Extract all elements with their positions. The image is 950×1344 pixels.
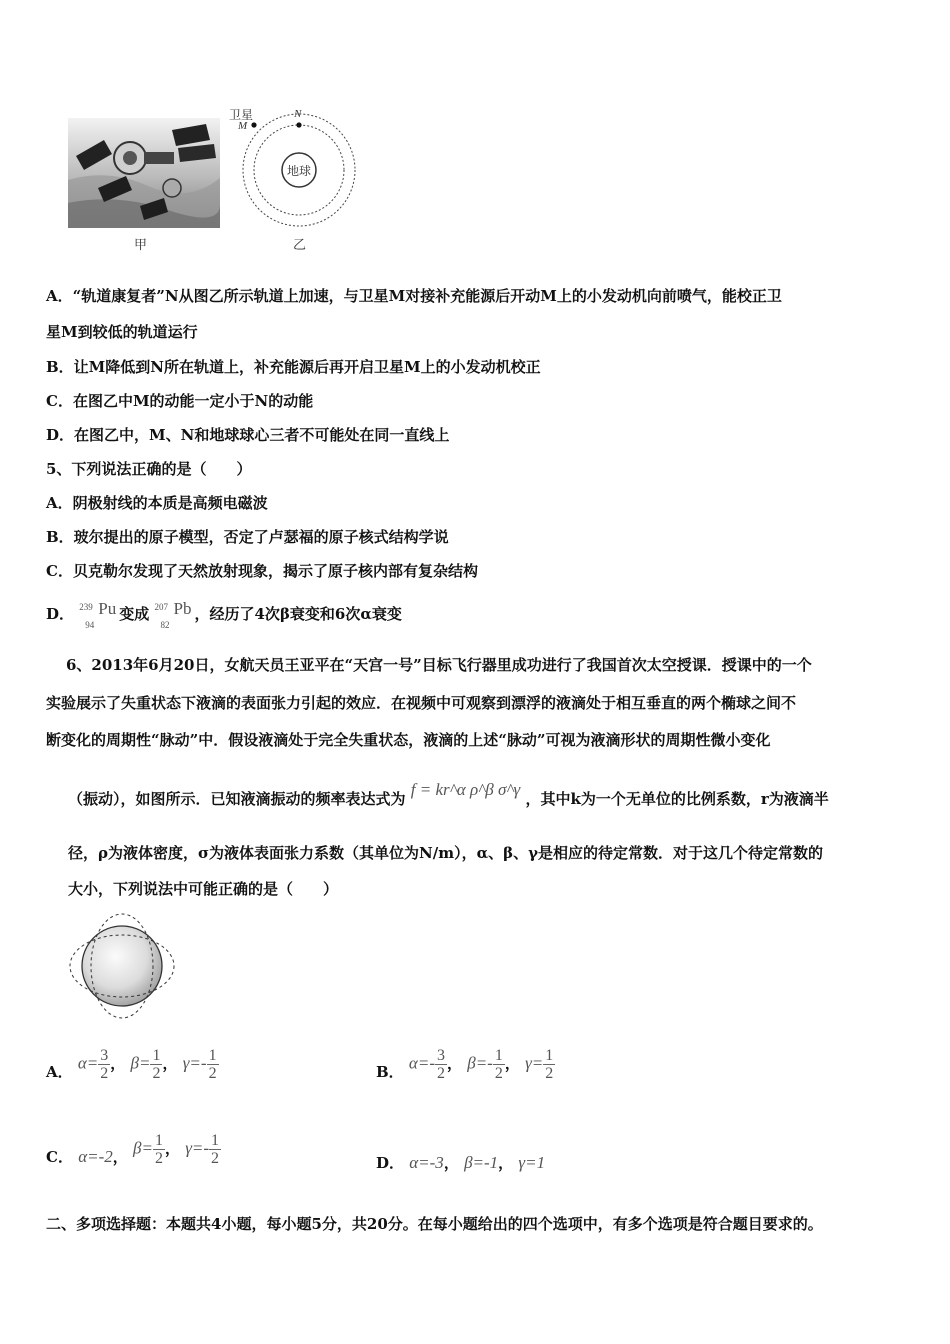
- q6-line4-suffix: ，其中k为一个无单位的比例系数，r为液滴半: [525, 790, 829, 808]
- q6-option-c: [46, 1132, 221, 1167]
- comma: ，: [162, 1054, 178, 1073]
- b-gamma-frac: $\frac{1}{2}$: [545, 1047, 554, 1082]
- q5-option-d-prefix: D．: [46, 605, 75, 623]
- c-alpha: α=-2: [78, 1146, 113, 1166]
- comma: ，: [110, 1054, 126, 1073]
- satellite-label: 卫星: [229, 108, 254, 122]
- q5-option-d-mid: 变成: [119, 605, 150, 623]
- comma: ，: [446, 1054, 462, 1073]
- d-beta: β=-1: [464, 1153, 499, 1172]
- q4-option-d: D．在图乙中，M、N和地球球心三者不可能处在同一直线上: [46, 426, 450, 444]
- d-gamma: γ=1: [518, 1153, 546, 1172]
- comma: ，: [112, 1147, 128, 1166]
- b-beta-frac: $\frac{1}{2}$: [494, 1047, 503, 1082]
- a-beta-frac: $\frac{1}{2}$: [152, 1047, 161, 1082]
- pb-mass: 207: [154, 602, 168, 612]
- c-gamma: γ=-: [185, 1138, 210, 1158]
- photo-label: 甲: [134, 237, 148, 252]
- d-alpha: α=-3: [409, 1153, 444, 1172]
- q6-line4-prefix: （振动），如图所示．已知液滴振动的频率表达式为: [68, 790, 406, 808]
- q6-line3: 断变化的周期性“脉动”中．假设液滴处于完全失重状态，液滴的上述“脉动”可视为液滴形状的周期性微小变化: [46, 731, 771, 749]
- q6-option-a-label: A．: [46, 1062, 73, 1081]
- section-2-heading: 二、多项选择题：本题共4小题，每小题5分，共20分。在每小题给出的四个选项中，有多个选项是符合题目要求的。: [46, 1215, 823, 1233]
- n-label: N: [294, 108, 302, 120]
- b-alpha: α=-: [408, 1053, 435, 1073]
- a-gamma-frac: $\frac{1}{2}$: [208, 1047, 217, 1082]
- pu-mass: 239: [79, 602, 93, 612]
- pu-z: 94: [85, 620, 95, 630]
- q6-line6: 大小，下列说法中可能正确的是（ ）: [68, 880, 339, 898]
- q6-line5: 径，ρ为液体密度，σ为液体表面张力系数（其单位为N/m），α、β、γ是相应的待定常数．对于这几个待定常数的: [68, 844, 824, 862]
- c-gamma-frac: $\frac{1}{2}$: [211, 1132, 220, 1167]
- comma: ，: [443, 1154, 459, 1172]
- q4-option-c: C．在图乙中M的动能一定小于N的动能: [46, 392, 314, 410]
- frequency-formula: f = kr^α ρ^β σ^γ: [410, 780, 521, 799]
- pu-nuclide: [79, 599, 119, 630]
- q5-stem: 5、下列说法正确的是（ ）: [46, 460, 252, 478]
- q6-line4: [68, 780, 829, 810]
- satellite-photo: [68, 118, 220, 228]
- q6-option-d-label: D．: [376, 1154, 405, 1172]
- q6-option-c-label: C．: [46, 1147, 73, 1166]
- q6-option-d: [376, 1152, 545, 1174]
- q6-line2: 实验展示了失重状态下液滴的表面张力引起的效应．在视频中可观察到漂浮的液滴处于相互垂直的两个椭球之间不: [46, 694, 797, 712]
- q4-option-a-line2: 星M到较低的轨道运行: [46, 323, 198, 341]
- droplet-oscillation-figure: [64, 908, 180, 1024]
- q6-line1: 6、2013年6月20日，女航天员王亚平在“天宫一号”目标飞行器里成功进行了我国首次太空授课．授课中的一个: [66, 656, 812, 674]
- q5-option-a: A．阴极射线的本质是高频电磁波: [46, 494, 268, 512]
- c-beta: β=: [133, 1138, 153, 1158]
- q4-option-a-line1: A．“轨道康复者”N从图乙所示轨道上加速，与卫星M对接补充能源后开动M上的小发动机向前喷气，能校正卫: [46, 287, 782, 305]
- pu-symbol: Pu: [98, 599, 117, 618]
- b-alpha-frac: $\frac{3}{2}$: [436, 1047, 445, 1082]
- pb-nuclide: [154, 599, 195, 630]
- q6-option-b: [376, 1047, 555, 1082]
- q6-option-b-label: B．: [376, 1062, 404, 1081]
- q5-option-d: [46, 599, 402, 630]
- diagram-label: 乙: [293, 237, 307, 252]
- q5-option-c: C．贝克勒尔发现了天然放射现象，揭示了原子核内部有复杂结构: [46, 562, 478, 580]
- q5-option-b: B．玻尔提出的原子模型，否定了卢瑟福的原子核式结构学说: [46, 528, 449, 546]
- b-beta: β=-: [467, 1053, 493, 1073]
- pb-z: 82: [160, 620, 170, 630]
- b-gamma: γ=: [525, 1053, 544, 1073]
- q5-option-d-suffix: ，经历了4次β衰变和6次α衰变: [194, 605, 402, 623]
- earth-label: 地球: [287, 164, 312, 178]
- q6-option-a: [46, 1047, 219, 1082]
- a-alpha: α=: [77, 1053, 99, 1073]
- a-alpha-frac: $\frac{3}{2}$: [100, 1047, 109, 1082]
- m-label: M: [238, 120, 248, 132]
- comma: ，: [504, 1054, 520, 1073]
- comma: ，: [164, 1139, 180, 1158]
- a-gamma: γ=-: [182, 1053, 207, 1073]
- a-beta: β=: [130, 1053, 151, 1073]
- q4-option-b: B．让M降低到N所在轨道上，补充能源后再开启卫星M上的小发动机校正: [46, 358, 541, 376]
- c-beta-frac: $\frac{1}{2}$: [154, 1132, 163, 1167]
- pb-symbol: Pb: [173, 599, 192, 618]
- comma: ，: [498, 1154, 514, 1172]
